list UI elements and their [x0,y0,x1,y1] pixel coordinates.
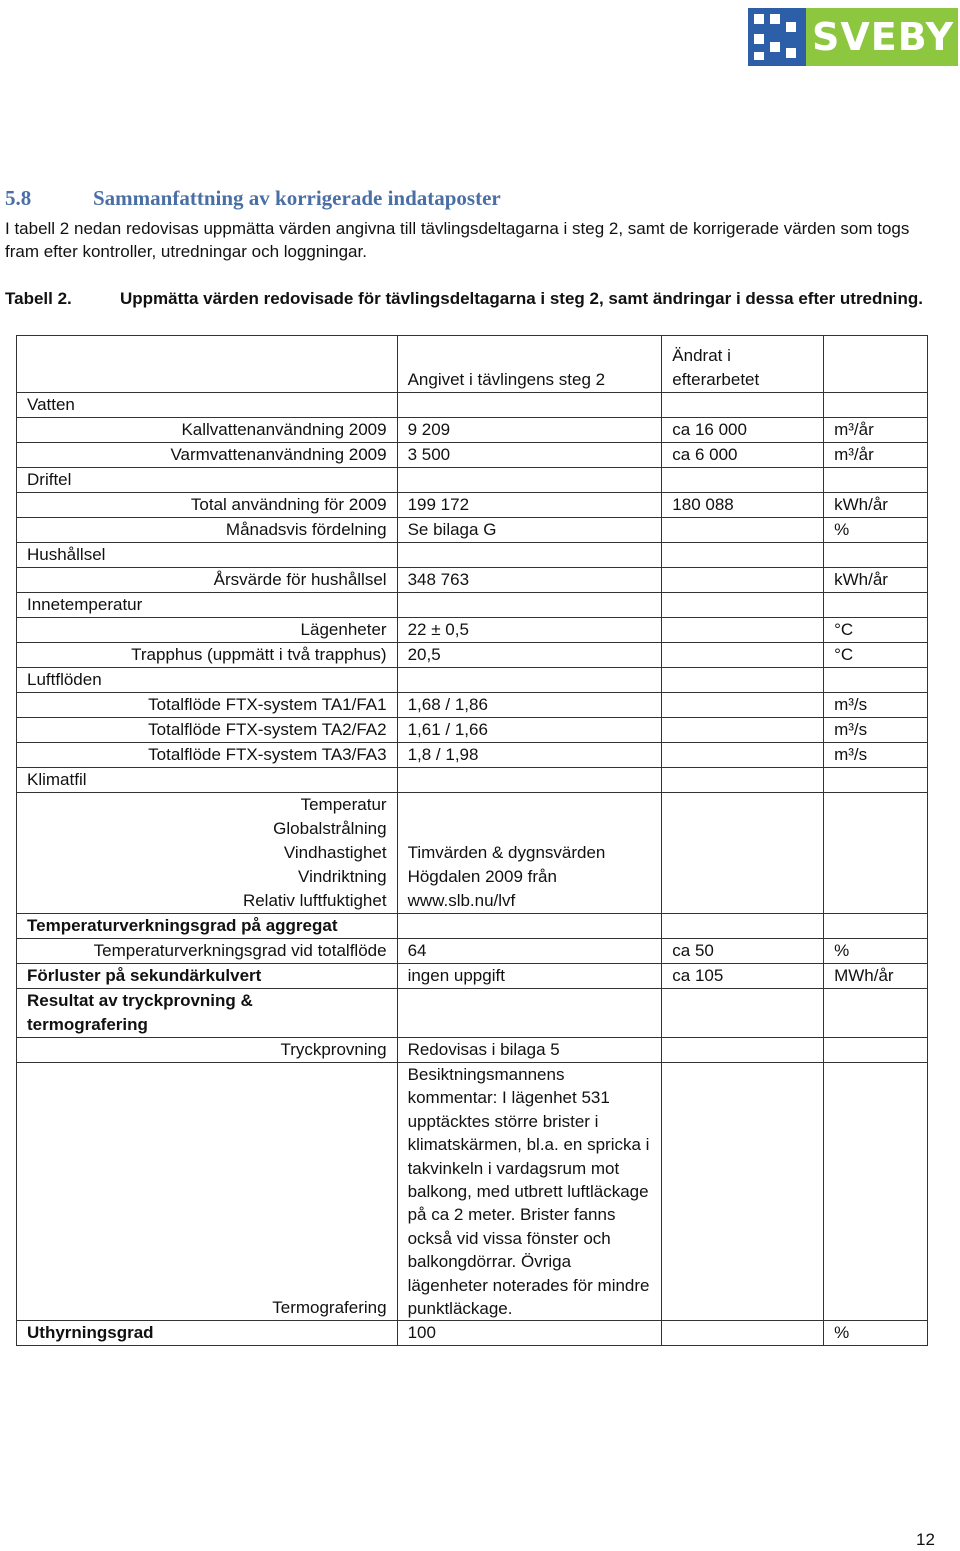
group-label: Innetemperatur [17,593,398,618]
unit: % [824,518,928,543]
given-value: 22 ± 0,5 [397,618,662,643]
row-label: Varmvattenanvändning 2009 [17,443,398,468]
group-row-vatten [17,393,928,418]
unit: m³/år [824,443,928,468]
group-label: Hushållsel [17,543,398,568]
section-title: Sammanfattning av korrigerade indataposter [93,186,501,210]
given-value: ingen uppgift [397,964,662,989]
unit: % [824,939,928,964]
row-label: Totalflöde FTX-system TA1/FA1 [17,693,398,718]
unit: m³/s [824,693,928,718]
table-row [17,643,928,668]
changed-value [662,718,824,743]
changed-value: ca 16 000 [662,418,824,443]
row-label: Totalflöde FTX-system TA2/FA2 [17,718,398,743]
table-row [17,693,928,718]
group-label: Temperaturverkningsgrad på aggregat [17,914,398,939]
unit: MWh/år [824,964,928,989]
changed-value: ca 50 [662,939,824,964]
changed-value: ca 6 000 [662,443,824,468]
group-row-innetemperatur [17,593,928,618]
unit: % [824,1321,928,1346]
row-label: Månadsvis fördelning [17,518,398,543]
changed-value: ca 105 [662,964,824,989]
logo-mark-icon [748,8,806,66]
group-label: Driftel [17,468,398,493]
group-row-temperaturverkningsgrad [17,914,928,939]
unit: m³/s [824,743,928,768]
changed-value [662,693,824,718]
given-value: 20,5 [397,643,662,668]
unit: °C [824,618,928,643]
changed-value [662,518,824,543]
given-value: 1,8 / 1,98 [397,743,662,768]
header-changed: Ändrat i efterarbetet [662,336,824,393]
given-value: 199 172 [397,493,662,518]
table-row [17,718,928,743]
given-value: 100 [397,1321,662,1346]
table-row [17,743,928,768]
klimatfil-label: Temperatur [300,795,387,814]
unit: °C [824,643,928,668]
section-intro: I tabell 2 nedan redovisas uppmätta värden angivna till tävlingsdeltagarna i steg 2, samt de korrigerade värden som togs fram efter kontroller, utredningar och loggningar. [5,219,910,261]
group-row-resultat [17,989,928,1038]
given-value: 348 763 [397,568,662,593]
group-row-klimatfil [17,768,928,793]
indata-table [16,335,928,1346]
group-row-driftel [17,468,928,493]
page-number: 12 [916,1530,935,1549]
row-label: Årsvärde för hushållsel [17,568,398,593]
table-row [17,939,928,964]
table-row [17,1038,928,1063]
changed-value [662,743,824,768]
changed-value: 180 088 [662,493,824,518]
table-row [17,618,928,643]
unit: kWh/år [824,493,928,518]
header-given: Angivet i tävlingens steg 2 [397,336,662,393]
klimatfil-label: Vindhastighet [283,843,387,862]
row-label: Temperaturverkningsgrad vid totalflöde [17,939,398,964]
klimatfil-label: Vindriktning [298,867,387,886]
row-label: Tryckprovning [17,1038,398,1063]
unit [824,1063,928,1321]
table-row [17,443,928,468]
row-label: Total användning för 2009 [17,493,398,518]
row-label: Trapphus (uppmätt i två trapphus) [17,643,398,668]
group-row-hushallsel [17,543,928,568]
given-value: 1,61 / 1,66 [397,718,662,743]
klimatfil-label: Globalstrålning [273,819,387,838]
changed-value [662,1321,824,1346]
section-heading [5,186,501,211]
table-caption-text: Uppmätta värden redovisade för tävlingsdeltagarna i steg 2, samt ändringar i dessa efter utredning. [120,289,923,308]
table-row [17,964,928,989]
changed-value [662,1038,824,1063]
unit: kWh/år [824,568,928,593]
table-row [17,518,928,543]
group-row-luftfloden [17,668,928,693]
unit [824,1038,928,1063]
table-caption-label: Tabell 2. [5,289,72,308]
changed-value [662,643,824,668]
klimatfil-label: Relativ luftfuktighet [242,891,387,910]
klimatfil-labels [17,793,398,914]
changed-value [662,568,824,593]
row-label: Termografering [17,1063,398,1321]
row-label: Totalflöde FTX-system TA3/FA3 [17,743,398,768]
group-label: Klimatfil [17,768,398,793]
given-value: Besiktningsmannens kommentar: I lägenhet 531 upptäcktes större brister i klimatskärmen, bl.a. en spricka i takvinkeln i vardagsrum mot balkong, med utbrett luftläckage på ca 2 meter. Brister fanns också vid vissa fönster och balkongdörrar. Övriga lägenheter noterades för mindre punktläckage. [397,1063,662,1321]
table-row [17,793,928,914]
table-row [17,493,928,518]
group-label: Uthyrningsgrad [17,1321,398,1346]
group-label: Luftflöden [17,668,398,693]
unit: m³/s [824,718,928,743]
given-value: 64 [397,939,662,964]
given-value: 1,68 / 1,86 [397,693,662,718]
given-value: 3 500 [397,443,662,468]
changed-value [662,618,824,643]
given-value: Redovisas i bilaga 5 [397,1038,662,1063]
table-row [17,1063,928,1321]
table-row [17,568,928,593]
table-header-row [17,336,928,393]
unit: m³/år [824,418,928,443]
table-row [17,1321,928,1346]
table-row [17,418,928,443]
section-number: 5.8 [5,186,32,210]
group-label: Resultat av tryckprovning & termografering [17,989,398,1038]
logo-text: SVEBY [812,15,955,59]
given-value: Se bilaga G [397,518,662,543]
changed-value [662,1063,824,1321]
klimatfil-value: Timvärden & dygnsvärden Högdalen 2009 från www.slb.nu/lvf [397,793,662,914]
given-value: 9 209 [397,418,662,443]
sveby-logo [748,8,958,66]
row-label: Lägenheter [17,618,398,643]
group-label: Vatten [17,393,398,418]
row-label: Kallvattenanvändning 2009 [17,418,398,443]
group-label: Förluster på sekundärkulvert [17,964,398,989]
